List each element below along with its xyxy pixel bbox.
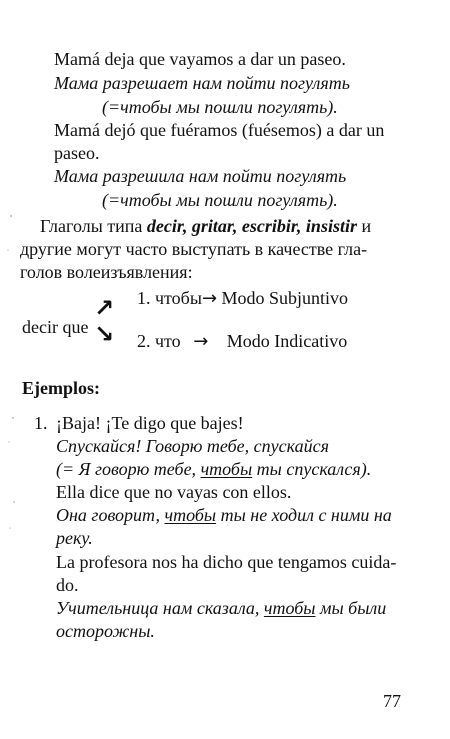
intro-line-7: (=чтобы мы пошли погулять). xyxy=(102,190,338,210)
verbs-list: decir, gritar, escribir, insistir xyxy=(146,216,357,236)
example-line-9-b: мы были xyxy=(315,598,387,618)
example-line-3-b: ты спускался). xyxy=(252,459,372,479)
arrow-down-right-icon: ↘ xyxy=(94,320,115,348)
scan-specks xyxy=(3,210,17,540)
intro-line-1: Mamá deja que vayamos a dar un paseo. xyxy=(54,49,346,69)
example-line-5 xyxy=(56,504,392,526)
intro-line-5: paseo. xyxy=(54,143,100,163)
example-line-5-a: Она говорит, xyxy=(56,505,165,525)
example-line-9 xyxy=(56,597,386,619)
underlined-chtoby: чтобы xyxy=(200,459,253,479)
diagram-option-1 xyxy=(137,287,348,310)
diagram-root: decir que xyxy=(22,317,89,337)
example-line-7: La profesora nos ha dicho que tengamos cuida- xyxy=(56,552,397,572)
arrow-right-icon: → xyxy=(193,331,209,352)
diagram-option-2 xyxy=(137,330,347,353)
examples-heading: Ejemplos: xyxy=(22,378,100,398)
verbs-line-1-post: и xyxy=(361,216,372,236)
page-number: 77 xyxy=(383,691,401,711)
verbs-line-3: голов волеизъявления: xyxy=(20,262,193,282)
option-2-conjunction: 2. что xyxy=(137,331,181,351)
example-line-2: Спускайся! Говорю тебе, спускайся xyxy=(56,436,329,456)
example-number: 1. xyxy=(34,413,48,433)
example-line-5-b: ты не ходил с ними на xyxy=(216,505,392,525)
underlined-chtoby: чтобы xyxy=(263,598,316,618)
example-line-3 xyxy=(56,458,371,480)
intro-line-6: Мама разрешила нам пойти погулять xyxy=(54,166,347,186)
example-line-8: do. xyxy=(56,575,79,595)
verbs-line-1-pre: Глаголы типа xyxy=(40,216,143,236)
option-2-mode: Modo Indicativo xyxy=(226,331,348,351)
intro-line-3: (=чтобы мы пошли погулять). xyxy=(102,97,338,117)
verbs-line-2: другие могут часто выступать в качестве гла- xyxy=(20,239,368,259)
example-line-6: реку. xyxy=(56,528,93,548)
example-line-9-a: Учительница нам сказала, xyxy=(56,598,264,618)
arrow-up-right-icon: ↗ xyxy=(94,294,115,322)
intro-line-4: Mamá dejó que fuéramos (fuésemos) a dar un xyxy=(54,120,385,140)
arrow-right-icon: → xyxy=(201,288,218,309)
underlined-chtoby: чтобы xyxy=(164,505,217,525)
example-line-1: ¡Baja! ¡Te digo que bajes! xyxy=(56,413,244,433)
example-line-10: осторожны. xyxy=(56,621,155,641)
verbs-line-1 xyxy=(40,215,371,237)
option-1-mode: Modo Subjuntivo xyxy=(221,288,349,308)
intro-line-2: Мама разрешает нам пойти погулять xyxy=(54,73,350,93)
example-line-3-a: (= Я говорю тебе, xyxy=(56,459,201,479)
option-1-conjunction: 1. чтобы xyxy=(137,288,202,308)
example-line-4: Ella dice que no vayas con ellos. xyxy=(56,482,292,502)
